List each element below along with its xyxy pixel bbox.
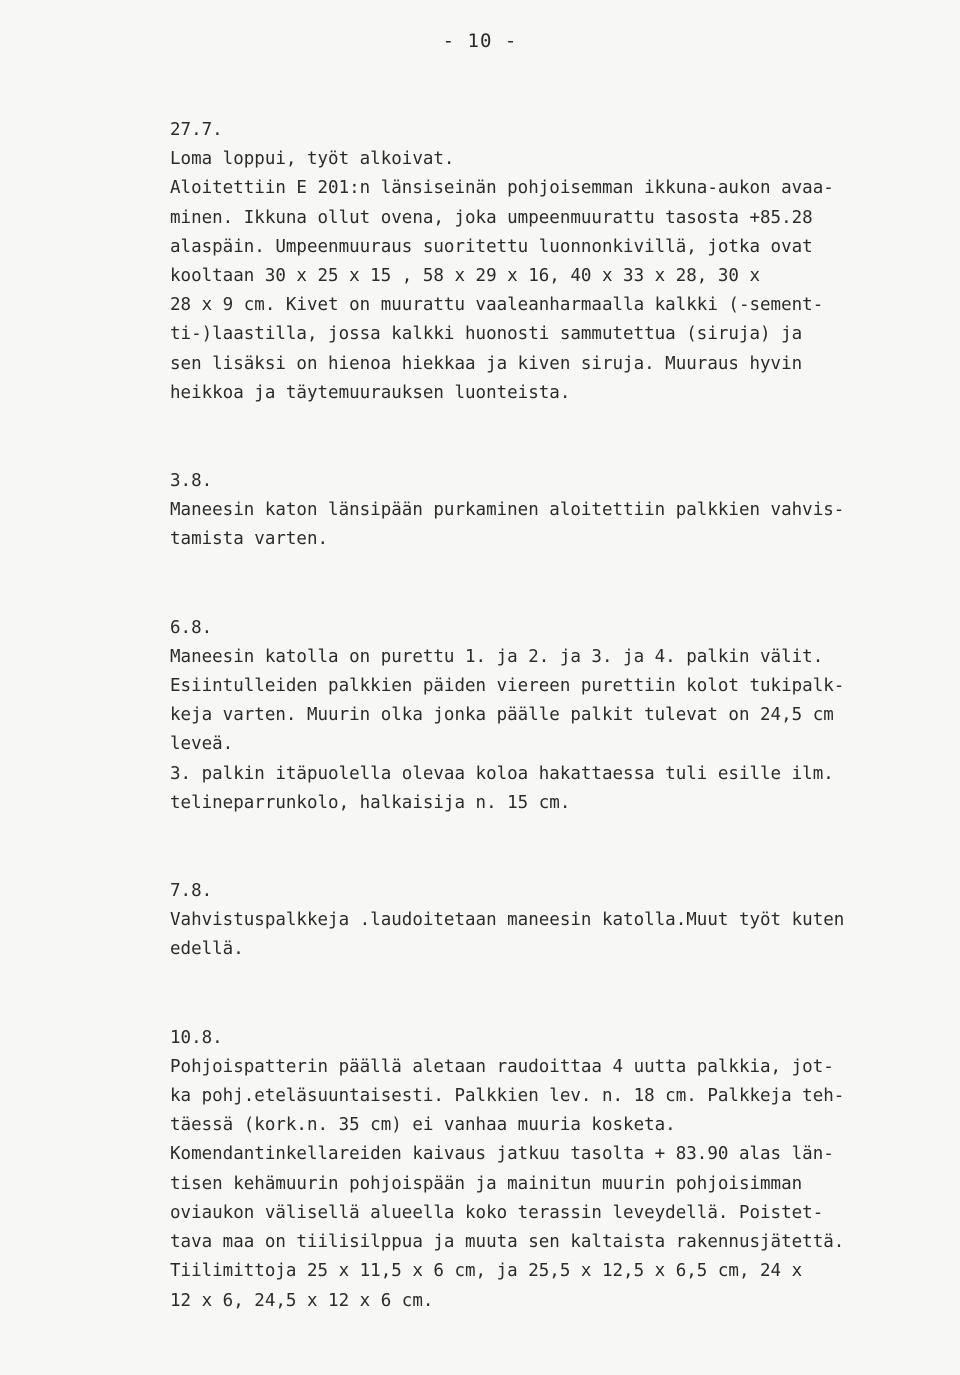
text-line: Esiintulleiden palkkien päiden viereen purettiin kolot tukipalk-: [170, 676, 845, 697]
entry-3-8: [170, 467, 910, 555]
document-body: [170, 116, 910, 1375]
text-line: Maneesin katolla on purettu 1. ja 2. ja 3. ja 4. palkin välit.: [170, 646, 824, 667]
text-line: alaspäin. Umpeenmuuraus suoritettu luonnonkivillä, jotka ovat: [170, 236, 813, 257]
text-line: sen lisäksi on hienoa hiekkaa ja kiven siruja. Muuraus hyvin: [170, 353, 803, 374]
text-line: Maneesin katon länsipään purkaminen aloitettiin palkkien vahvis-: [170, 500, 845, 521]
text-line: 3. palkin itäpuolella olevaa koloa hakattaessa tuli esille ilm.: [170, 763, 834, 784]
entry-date: 27.7.: [170, 120, 223, 140]
page-number: - 10 -: [442, 30, 518, 52]
text-line: leveä.: [170, 734, 234, 755]
text-line: Komendantinkellareiden kaivaus jatkuu tasolta + 83.90 alas län-: [170, 1144, 834, 1165]
entry-date: 6.8.: [170, 617, 213, 638]
text-line: Vahvistuspalkkeja .laudoitetaan maneesin katolla.Muut työt kuten: [170, 910, 845, 931]
text-line: edellä.: [170, 939, 244, 960]
text-line: ti-)laastilla, jossa kalkki huonosti sammutettua (siruja) ja: [170, 324, 803, 345]
text-line: 28 x 9 cm. Kivet on muurattu vaaleanharmaalla kalkki (-sement-: [170, 295, 824, 316]
text-line: oviaukon välisellä alueella koko terassin leveydellä. Poistet-: [170, 1202, 824, 1223]
entry-date: 7.8.: [170, 881, 213, 902]
text-line: Tiilimittoja 25 x 11,5 x 6 cm, ja 25,5 x 12,5 x 6,5 cm, 24 x: [170, 1261, 803, 1282]
entry-date: 10.8.: [170, 1027, 223, 1048]
text-line: Aloitettiin E 201:n länsiseinän pohjoisemman ikkuna-aukon avaa-: [170, 178, 834, 199]
text-line: ka pohj.eteläsuuntaisesti. Palkkien lev. n. 18 cm. Palkkeja teh-: [170, 1086, 845, 1107]
text-line: heikkoa ja täytemuurauksen luonteista.: [170, 382, 571, 403]
entry-10-8: [170, 1024, 910, 1316]
text-line: tisen kehämuurin pohjoispään ja mainitun muurin pohjoisimman: [170, 1173, 803, 1194]
text-line: Loma loppui, työt alkoivat.: [170, 149, 455, 170]
entry-date: 3.8.: [170, 471, 213, 492]
text-line: täessä (kork.n. 35 cm) ei vanhaa muuria kosketa.: [170, 1115, 676, 1136]
text-line: tamista varten.: [170, 529, 329, 550]
entry-27-7: [170, 116, 910, 408]
text-line: keja varten. Muurin olka jonka päälle palkit tulevat on 24,5 cm: [170, 705, 834, 726]
entry-6-8: [170, 614, 910, 818]
text-line: minen. Ikkuna ollut ovena, joka umpeenmuurattu tasosta +85.28: [170, 207, 813, 228]
text-line: telineparrunkolo, halkaisija n. 15 cm.: [170, 792, 571, 813]
entry-7-8: [170, 877, 910, 965]
text-line: 12 x 6, 24,5 x 12 x 6 cm.: [170, 1290, 434, 1311]
text-line: kooltaan 30 x 25 x 15 , 58 x 29 x 16, 40 x 33 x 28, 30 x: [170, 266, 761, 287]
text-line: tava maa on tiilisilppua ja muuta sen kaltaista rakennusjätettä.: [170, 1232, 845, 1253]
text-line: Pohjoispatterin päällä aletaan raudoittaa 4 uutta palkkia, jot-: [170, 1056, 834, 1077]
